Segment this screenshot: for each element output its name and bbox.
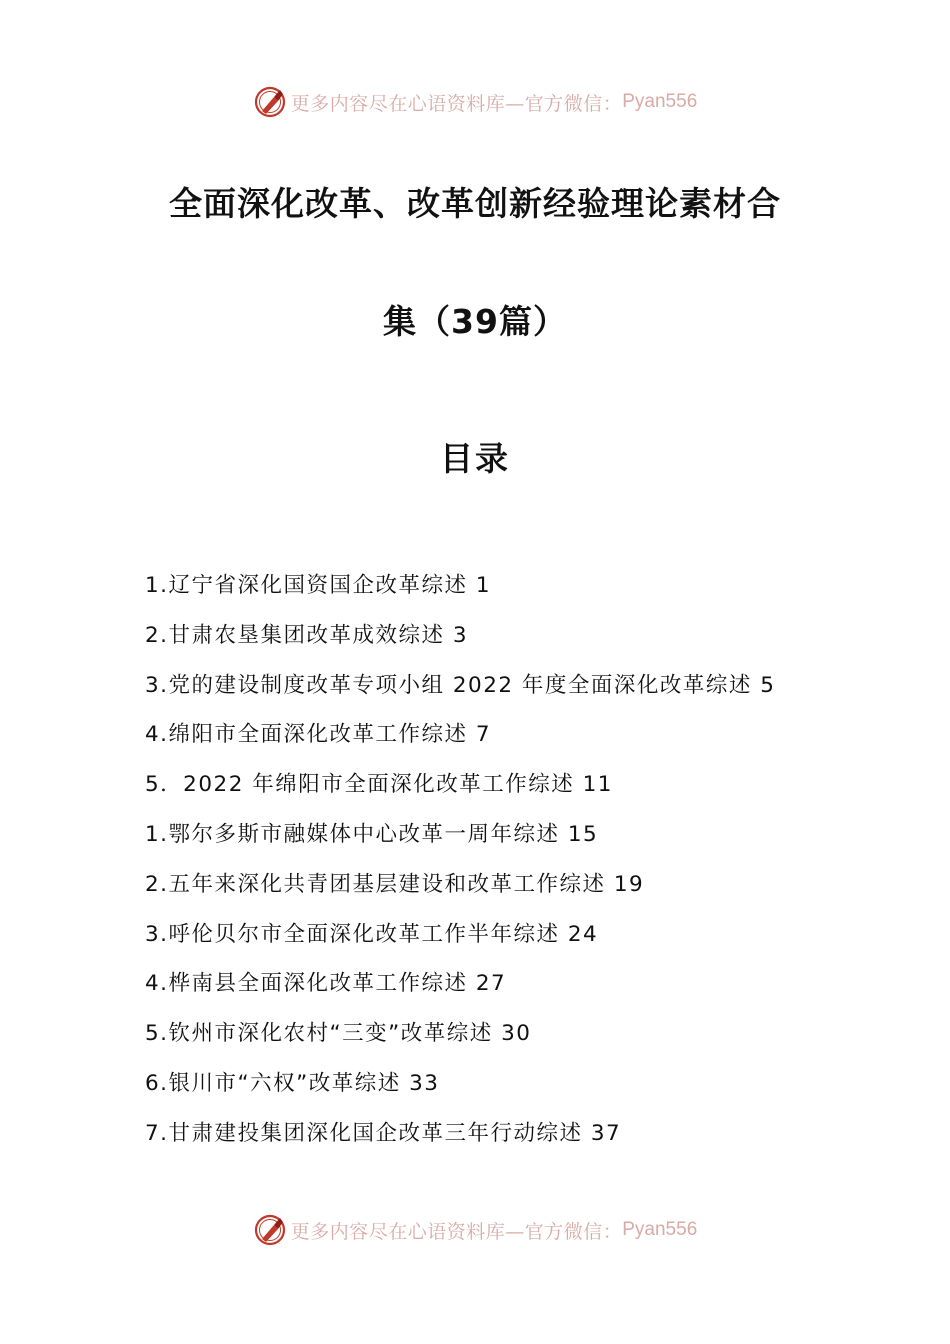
table-of-contents	[145, 568, 775, 1166]
pen-circle-icon	[253, 85, 287, 119]
watermark-text: 更多内容尽在心语资料库—官方微信：	[290, 92, 623, 115]
toc-item[interactable]: 7.甘肃建投集团深化国企改革三年行动综述 37	[145, 1120, 622, 1146]
toc-item[interactable]: 1.鄂尔多斯市融媒体中心改革一周年综述 15	[145, 821, 599, 847]
document-title-line1: 全面深化改革、改革创新经验理论素材合	[169, 184, 781, 223]
toc-item[interactable]: 3.党的建设制度改革专项小组 2022 年度全面深化改革综述 5	[145, 672, 776, 698]
toc-item[interactable]: 4.桦南县全面深化改革工作综述 27	[145, 971, 507, 997]
toc-item[interactable]: 6.银川市“六权”改革综述 33	[145, 1070, 440, 1096]
watermark-wechat-id: Pyan556	[622, 91, 698, 112]
toc-item[interactable]: 5.钦州市深化农村“三变”改革综述 30	[145, 1021, 532, 1047]
watermark-banner-bottom	[0, 1210, 950, 1250]
watermark-text: 更多内容尽在心语资料库—官方微信：	[290, 1220, 623, 1243]
watermark-wechat-id: Pyan556	[622, 1219, 698, 1240]
document-title-line2: 集（39篇）	[383, 302, 567, 341]
toc-heading: 目录	[440, 439, 510, 478]
toc-item[interactable]: 2.甘肃农垦集团改革成效综述 3	[145, 622, 469, 648]
toc-item[interactable]: 5．2022 年绵阳市全面深化改革工作综述 11	[145, 772, 613, 798]
toc-item[interactable]: 4.绵阳市全面深化改革工作综述 7	[145, 722, 492, 748]
watermark-banner-top	[0, 82, 950, 122]
toc-item[interactable]: 1.辽宁省深化国资国企改革综述 1	[145, 573, 492, 598]
toc-item[interactable]: 3.呼伦贝尔市全面深化改革工作半年综述 24	[145, 921, 599, 947]
pen-circle-icon	[253, 1213, 287, 1247]
toc-item[interactable]: 2.五年来深化共青团基层建设和改革工作综述 19	[145, 871, 645, 897]
